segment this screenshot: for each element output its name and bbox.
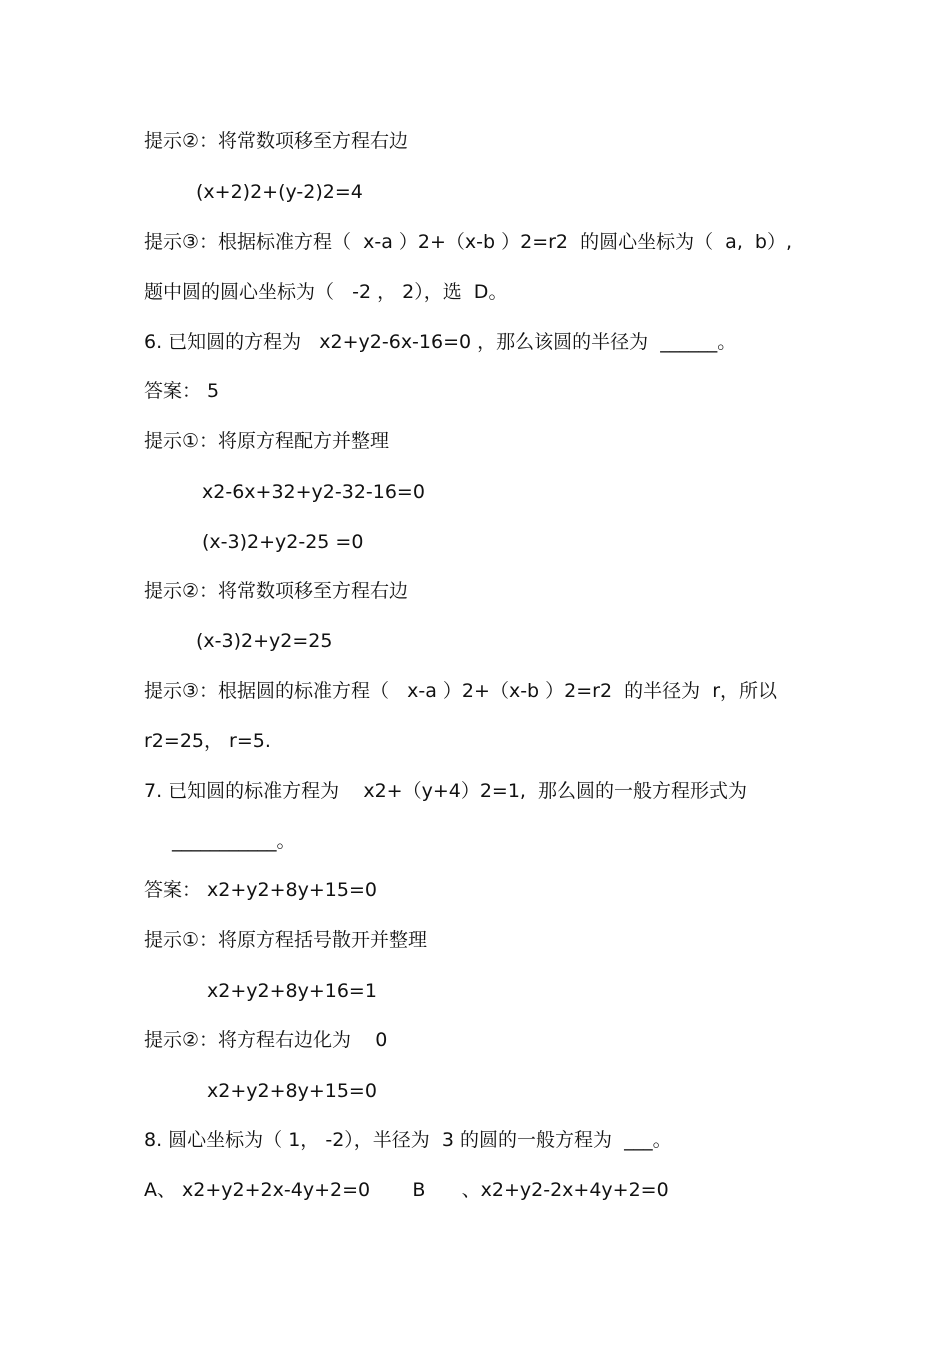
options-line: A、 x2+y2+2x-4y+2=0 B 、x2+y2-2x+4y+2=0 xyxy=(144,1179,669,1201)
answer-7: 答案： x2+y2+8y+15=0 xyxy=(144,879,377,901)
equation-line: x2+y2+8y+16=1 xyxy=(207,980,377,1002)
hint-3-continued: 题中圆的圆心坐标为（ -2 ， 2），选 D。 xyxy=(144,281,508,303)
equation-line: (x+2)2+(y-2)2=4 xyxy=(196,181,363,203)
question-7: 7. 已知圆的标准方程为 x2+（y+4）2=1, 那么圆的一般方程形式为 xyxy=(144,780,748,802)
hint-2-text: 提示②：将方程右边化为 0 xyxy=(144,1029,388,1051)
equation-line: (x-3)2+y2=25 xyxy=(196,630,333,652)
hint-3-text: 提示③：根据标准方程（ x-a ）2+（x-b ）2=r2 的圆心坐标为（ a, b）, xyxy=(144,231,793,253)
equation-line: (x-3)2+y2-25 =0 xyxy=(202,531,364,553)
hint-3-continued: r2=25， r=5. xyxy=(144,730,271,752)
hint-3-text: 提示③：根据圆的标准方程（ x-a ）2+（x-b ）2=r2 的半径为 r，所以 xyxy=(144,680,778,702)
answer-6: 答案： 5 xyxy=(144,380,220,402)
equation-line: x2-6x+32+y2-32-16=0 xyxy=(202,481,425,503)
equation-line: x2+y2+8y+15=0 xyxy=(207,1080,377,1102)
question-6: 6. 已知圆的方程为 x2+y2-6x-16=0 ，那么该圆的半径为 ______。 xyxy=(144,331,737,353)
hint-1-text: 提示①：将原方程配方并整理 xyxy=(144,430,390,452)
question-8: 8. 圆心坐标为（ 1， -2），半径为 3 的圆的一般方程为 ___。 xyxy=(144,1129,672,1151)
answer-blank: ___________。 xyxy=(172,830,296,852)
hint-2-text: 提示②：将常数项移至方程右边 xyxy=(144,580,409,602)
hint-1-text: 提示①：将原方程括号散开并整理 xyxy=(144,929,428,951)
hint-2-text: 提示②：将常数项移至方程右边 xyxy=(144,130,409,152)
